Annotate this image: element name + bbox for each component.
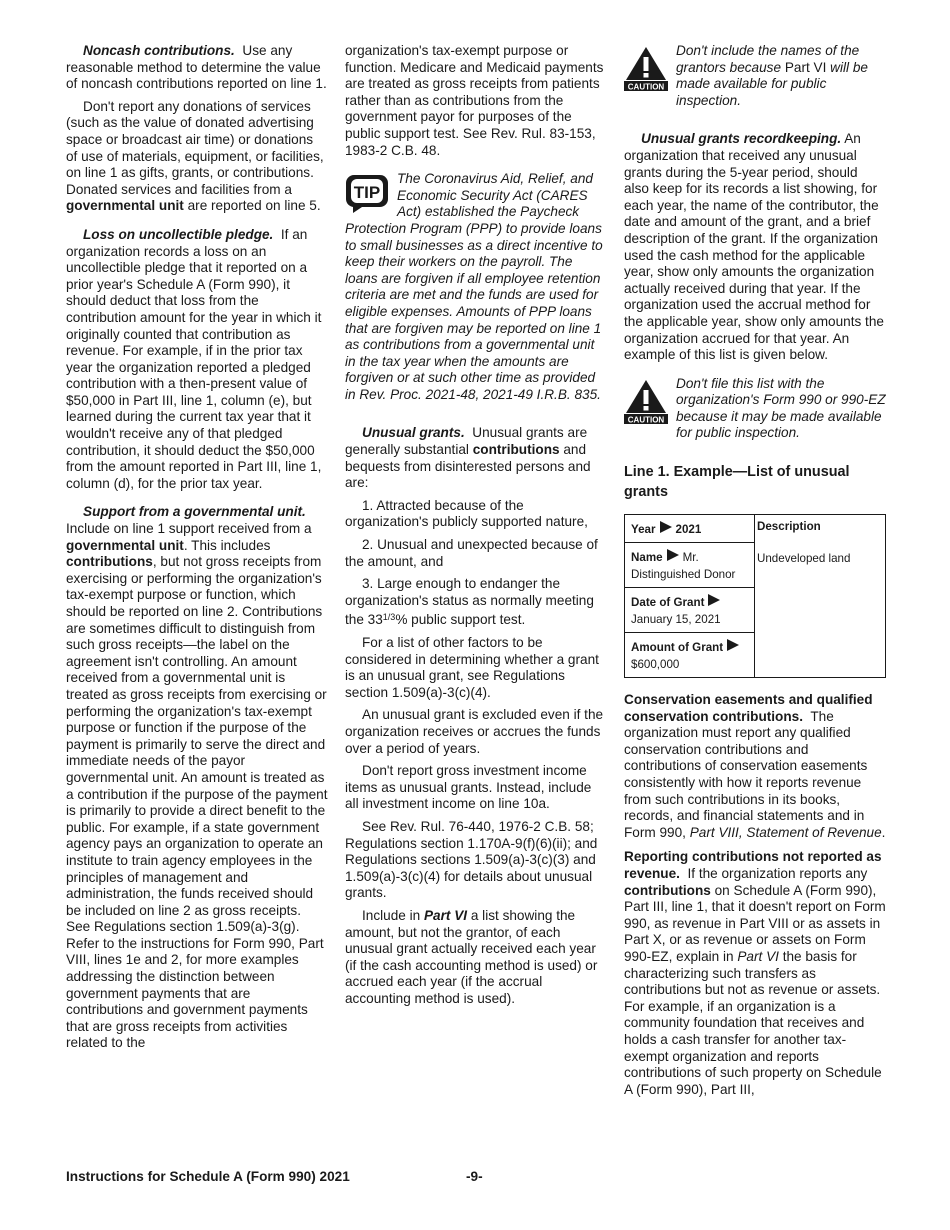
caution-note-2 <box>624 376 886 448</box>
caution-icon-2-label: CAUTION <box>627 415 665 425</box>
caution-icon <box>624 46 668 97</box>
noncash-paragraph <box>66 43 328 93</box>
uncollectible-pledge-paragraph <box>66 227 328 493</box>
caution-note-1 <box>624 43 886 115</box>
uncollectible-pledge-heading: Loss on uncollectible pledge. <box>83 226 274 242</box>
arrow-icon <box>708 594 720 606</box>
example-table-title: Line 1. Example—List of unusual grants <box>624 464 850 501</box>
year-value: 2021 <box>675 523 702 537</box>
unusual-grants-paragraph <box>345 425 607 491</box>
caution-text-2: Don't file this list with the organization's Form 990 or 990-EZ because it may be made available for public inspection. <box>676 375 886 441</box>
part-vi-paragraph <box>345 908 607 1008</box>
reporting-text-c: the basis for characterizing such transfers as contributions but not as revenue or assets. For example, if an organization is a community foundation that receives and holds a cash transfer for another tax-exempt organization and reports contributions of such property on Schedule A (Form 990), Part III, <box>624 948 882 1097</box>
noncash-body: Use any reasonable method to determine the value of noncash contributions reported on line 1. <box>66 43 327 92</box>
conservation-part-viii: Part VIII, Statement of Revenue <box>689 824 882 840</box>
donated-services-paragraph <box>66 99 328 215</box>
list-item-1: 1. Attracted because of the organization's publicly supported nature, <box>345 497 588 530</box>
other-factors-paragraph: For a list of other factors to be considered in determining whether a grant is an unusual grant, see Regulations section 1.509(a)-3(c)(4). <box>345 635 599 700</box>
unusual-grants-text-b: and bequests from disinterested persons and are: <box>345 442 591 491</box>
contributions-term-3: contributions <box>624 882 711 898</box>
tip-icon-label: TIP <box>353 183 381 203</box>
arrow-icon <box>727 639 739 651</box>
governmental-support-heading: Support from a governmental unit. <box>83 504 306 520</box>
donated-services-end: are reported on line 5. <box>187 198 321 214</box>
conservation-paragraph <box>624 692 886 841</box>
column-3 <box>624 43 886 1104</box>
reporting-part-vi: Part VI <box>737 948 779 964</box>
arrow-icon <box>660 521 672 533</box>
reporting-heading: Reporting contributions not reported as revenue. <box>624 849 882 881</box>
recordkeeping-paragraph <box>624 131 886 363</box>
part-vi-term: Part VI <box>423 907 468 923</box>
description-value: Undeveloped land <box>756 552 851 566</box>
unusual-grants-heading: Unusual grants. <box>362 425 465 441</box>
excluded-grant-paragraph: An unusual grant is excluded even if the organization receives or accrues the funds over a period of years. <box>345 707 604 756</box>
date-cell <box>625 588 754 633</box>
governmental-unit-term-2: governmental unit <box>66 537 184 553</box>
part-vi-text-a: Include in <box>362 907 421 923</box>
tip-note <box>345 171 607 409</box>
arrow-icon <box>667 549 679 561</box>
amount-label: Amount of Grant <box>631 641 724 655</box>
footer-title: Instructions for Schedule A (Form 990) 2021 <box>66 1169 350 1184</box>
reporting-text-a: If the organization reports any <box>687 866 868 881</box>
tip-icon <box>345 174 389 219</box>
reporting-paragraph <box>624 849 886 1098</box>
year-cell <box>625 515 754 543</box>
caution-part-vi: Part VI <box>784 59 827 75</box>
recordkeeping-heading: Unusual grants recordkeeping. <box>641 131 842 147</box>
list-item-2: 2. Unusual and unexpected because of the amount, and <box>345 537 598 569</box>
amount-value: $600,000 <box>631 658 680 672</box>
governmental-support-text-c: , but not gross receipts from exercising or performing the organization's tax-exempt purpose or function, which should be reported on line 2. Contributions are sometimes difficult to distinguish from such gross receipts—the label on the agreement isn't controlling. An amount received from a governmental unit is treated as gross receipts from exercising or performing the organization's tax-exempt purpose or function if the purpose of the payment is primarily to serve the direct and immediate needs of the payor governmental unit. An amount is treated as a contribution if the purpose of the payment is primarily to provide a direct benefit to the public. For example, if a state government agency pays an organization to operate an institute to train agency employees in the principles of management and administration, the funds received should be included on line 2 as gross receipts. See Regulations section 1.509(a)-3(g). Refer to the instructions for Form 990, Part VIII, lines 1e and 2, for more examples addressing the distinction between government payments that are contributions and government payments that are gross receipts from activities related to the <box>66 554 328 1051</box>
column-1 <box>66 43 328 1058</box>
list-item-3-text: 3. Large enough to endanger the organization's status as normally meeting the 33 <box>345 576 594 628</box>
one-third-fraction: 1/3 <box>382 612 396 623</box>
conservation-body: The organization must report any qualified conservation contributions and contributions of conservation easements consistently with how it reports revenue from such contributions in its books, records, and financial statements and in Form 990, <box>624 708 868 840</box>
date-value: January 15, 2021 <box>631 613 721 627</box>
example-table-right <box>755 515 885 677</box>
governmental-unit-term: governmental unit <box>66 198 184 214</box>
name-label: Name <box>631 551 663 565</box>
name-value: Mr. Distinguished Donor <box>631 551 736 582</box>
governmental-support-paragraph <box>66 504 328 1052</box>
medicare-text: organization's tax-exempt purpose or function. Medicare and Medicaid payments are treated as gross receipts from patients rather than as contributions from the government payor for purposes of the public support test. See Rev. Rul. 83-153, 1983-2 C.B. 48. <box>345 43 604 158</box>
page-number: -9- <box>466 1169 483 1184</box>
governmental-support-text-b: . This includes <box>183 537 271 553</box>
medicare-paragraph <box>345 43 607 159</box>
list-item-3-end: % public support test. <box>395 612 526 628</box>
year-label: Year <box>631 523 656 537</box>
description-label: Description <box>756 520 821 534</box>
contributions-term: contributions <box>66 554 153 570</box>
caution-icon-2 <box>624 379 668 430</box>
date-label: Date of Grant <box>631 596 705 610</box>
name-cell <box>625 543 754 588</box>
list-item-3 <box>345 576 607 629</box>
governmental-support-text-a: Include on line 1 support received from a <box>66 521 312 537</box>
recordkeeping-body: An organization that received any unusual grants during the 5-year period, should also keep for its records a list showing, for each year, the name of the contributor, the date and amount of the grant, and a brief description of the grant. If the organization used the cash method for the applicable year, show only amounts the organization actually received during that year. If the organization used the accrual method for the applicable year, show only amounts the organization accrued for that year. An example of this list is given below. <box>624 131 884 363</box>
caution-text-1a: Don't include the names of the grantors because <box>676 43 860 75</box>
amount-cell <box>625 633 754 677</box>
conservation-heading: Conservation easements and qualified conservation contributions. <box>624 692 873 724</box>
unusual-grants-text-a: Unusual grants are generally substantial <box>345 425 588 458</box>
example-table <box>624 514 886 678</box>
caution-text-1b: will be made available for public inspection. <box>676 59 868 108</box>
conservation-end: . <box>881 824 886 840</box>
column-2 <box>345 43 607 1013</box>
noncash-heading: Noncash contributions. <box>83 43 235 58</box>
donated-services-text: Don't report any donations of services (such as the value of donated advertising space or broadcast air time) or donations of use of materials, equipment, or facilities, on line 1 as gifts, grants, or contributions. Donated services and facilities from a <box>66 98 324 197</box>
part-vi-text-b: a list showing the amount, but not the grantor, of each unusual grant actually received each year (if the cash accounting method is used) or accrued each year (if the accrual accounting method is used). <box>345 907 598 1006</box>
uncollectible-pledge-body: If an organization records a loss on an uncollectible pledge that it reported on a prior year's Schedule A (Form 990), it should deduct that loss from the contribution amount for the year in which it originally counted that contribution as revenue. For example, if in the prior tax year the organization reported a pledged contribution with a then-present value of $50,000 in Part III, line 1, column (e), but learned during the current tax year that it wouldn't receive any of that pledged contribution, it should deduct the $50,000 from the amount reported in Part III, line 1, column (d), for the prior tax year. <box>66 226 322 491</box>
reporting-text-b: on Schedule A (Form 990), Part III, line 1, that it doesn't report on Form 990, as revenue in Part VIII or as assets in Part X, or as revenue or assets on Form 990-EZ, explain in <box>624 882 886 964</box>
caution-icon-label: CAUTION <box>627 82 665 92</box>
contributions-term-2: contributions <box>472 442 560 458</box>
example-table-left <box>625 515 755 677</box>
tip-text: The Coronavirus Aid, Relief, and Economic Security Act (CARES Act) established the Paycheck Protection Program (PPP) to provide loans to small businesses as a direct incentive to keep their workers on the payroll. The loans are forgiven if all employee retention criteria are met and the funds are used for eligible expenses. Amounts of PPP loans that are forgiven may be reported on line 1 as contributions from a governmental unit in the tax year when the amounts are forgiven or at such other time as provided in Rev. Proc. 2021-48, 2021-49 I.R.B. 835. <box>345 171 603 402</box>
investment-income-paragraph: Don't report gross investment income items as unusual grants. Instead, include all investment income on line 10a. <box>345 763 592 812</box>
rev-rul-paragraph: See Rev. Rul. 76-440, 1976-2 C.B. 58; Regulations section 1.170A-9(f)(6)(ii); and Regulations sections 1.509(a)-3(c)(3) and 1.509(a)-3(c)(4) for details about unusual grants. <box>345 818 598 901</box>
